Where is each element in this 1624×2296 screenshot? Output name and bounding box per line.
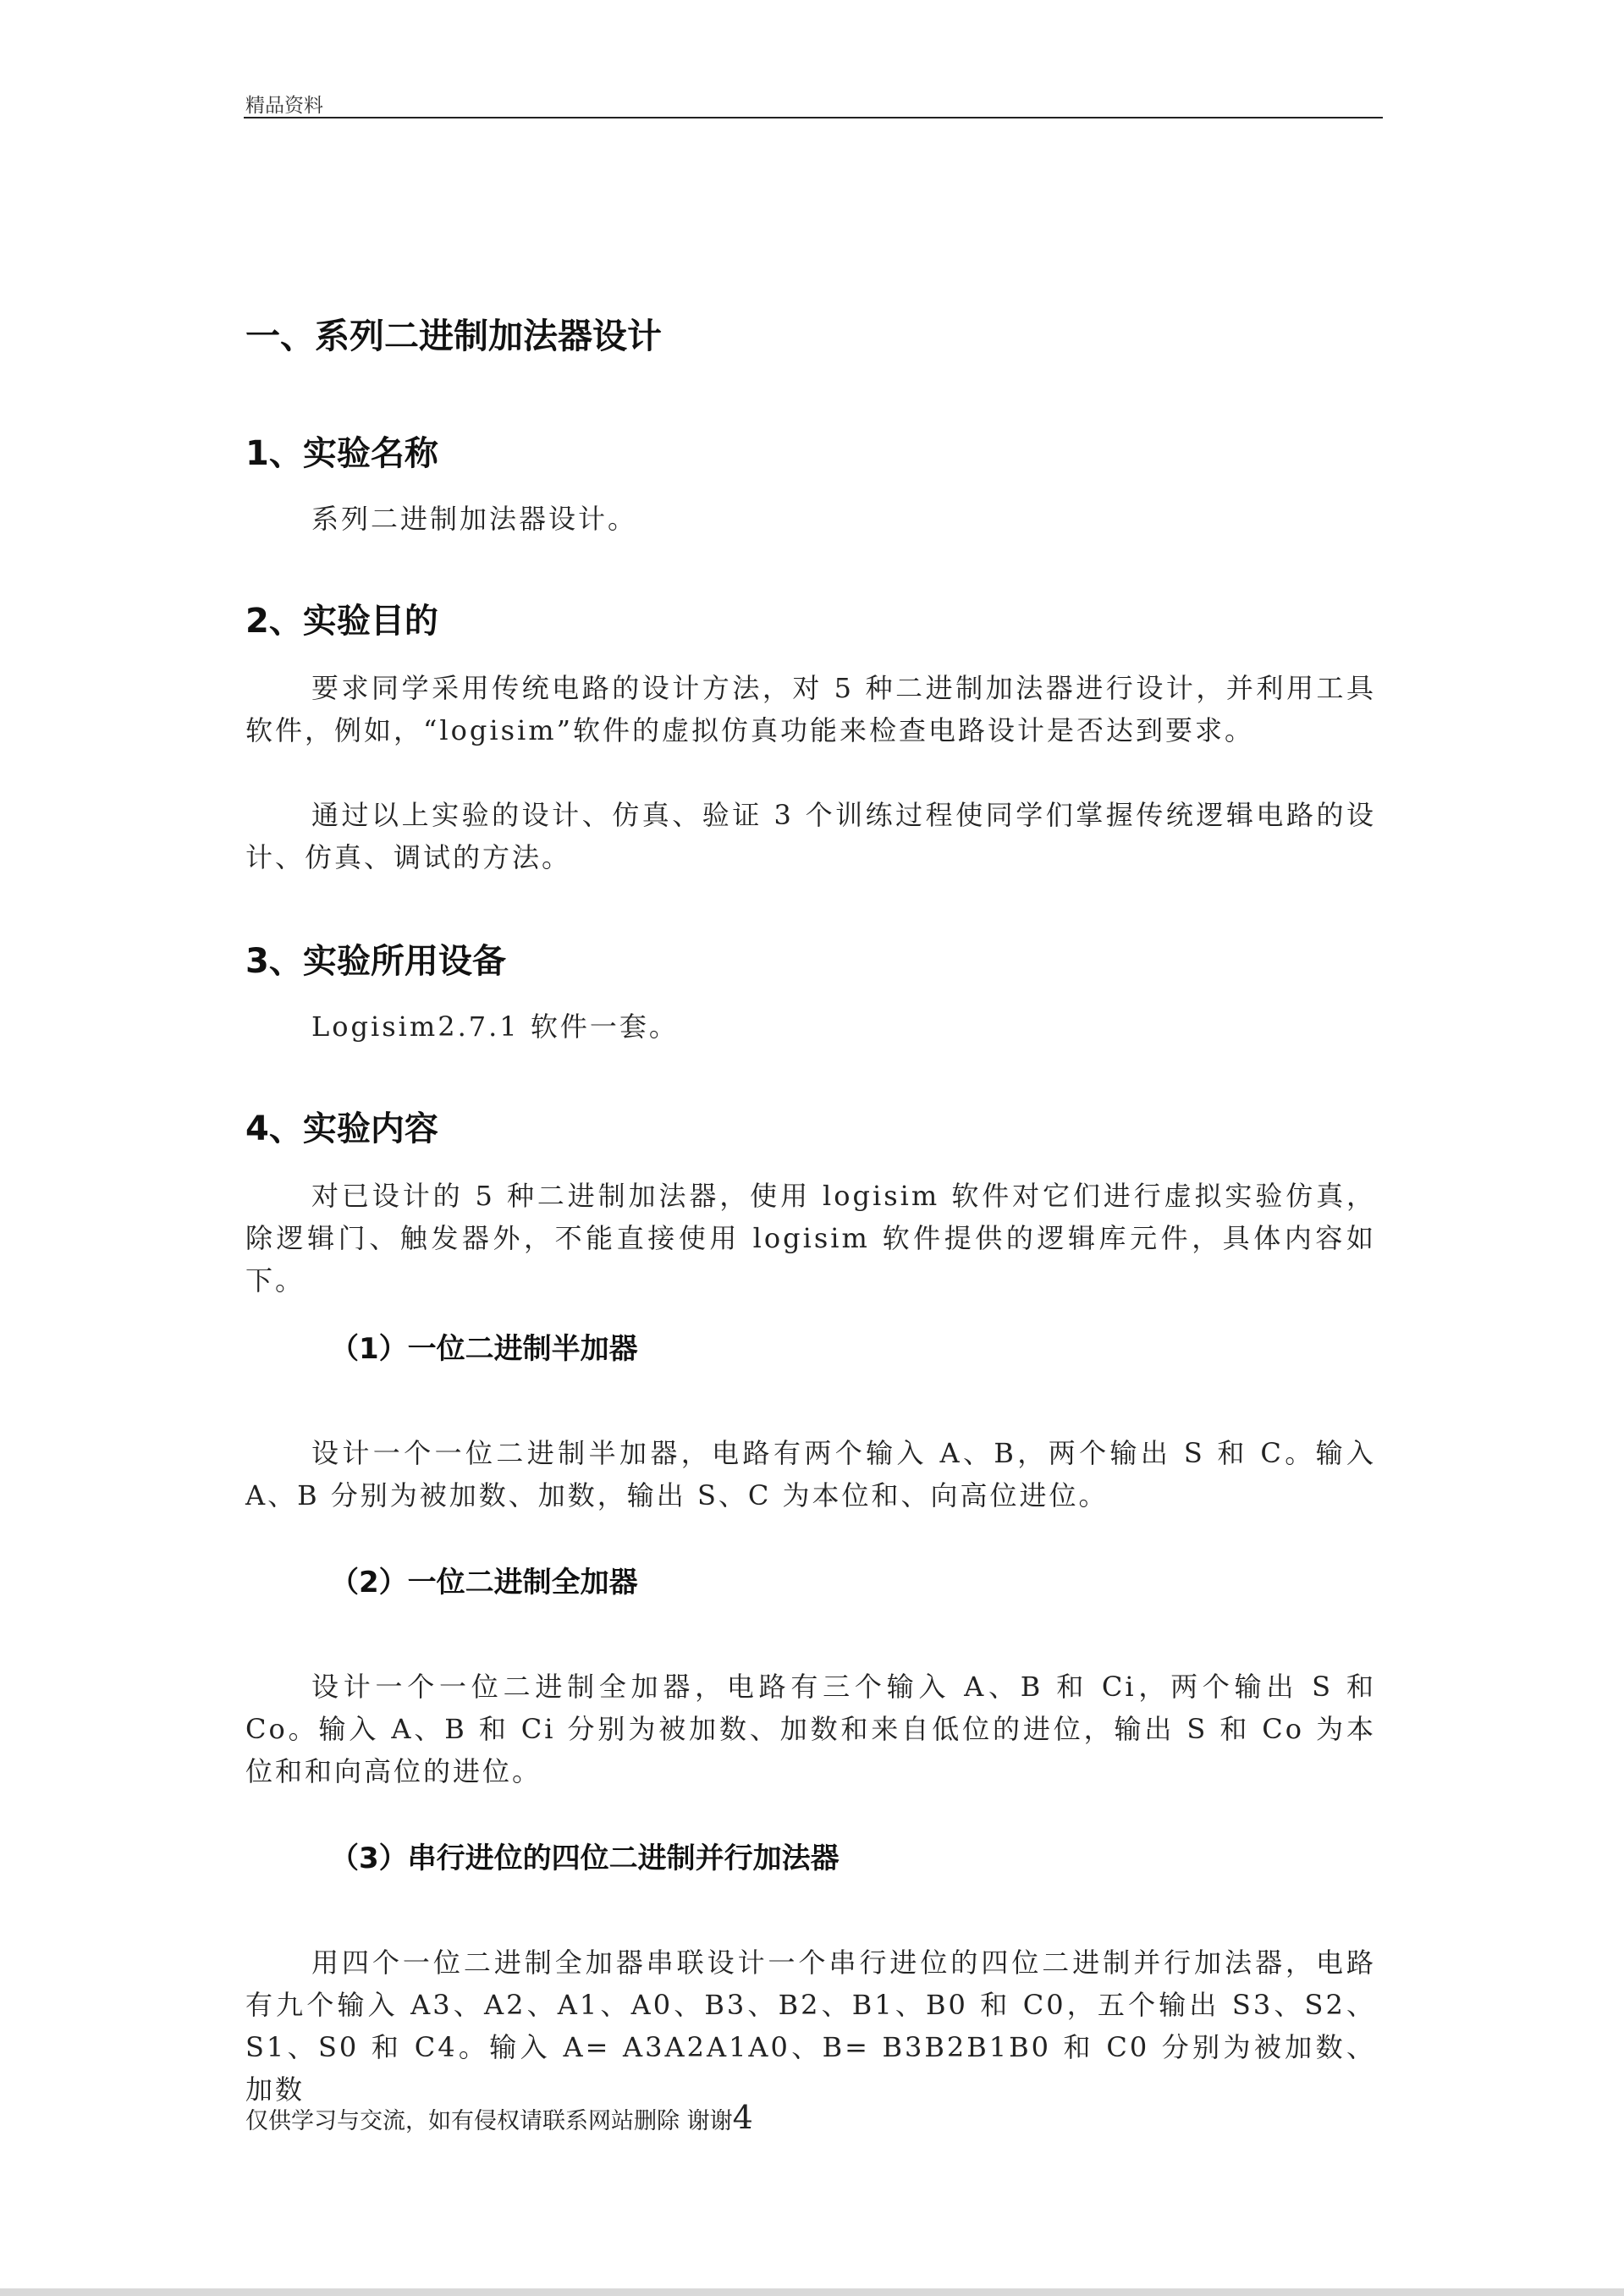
section-2-paragraph-2: 通过以上实验的设计、仿真、验证 3 个训练过程使同学们掌握传统逻辑电路的设计、仿真、调试的方法。: [245, 799, 1376, 873]
document-title: 一、系列二进制加法器设计: [245, 316, 662, 356]
header-label: 精品资料: [245, 95, 323, 117]
footer: [245, 2099, 753, 2136]
subsection-heading-1: （1）一位二进制半加器: [330, 1332, 638, 1366]
page-number: 4: [732, 2099, 753, 2136]
section-4-paragraph: 对已设计的 5 种二进制加法器，使用 logisim 软件对它们进行虚拟实验仿真，除逻辑门、触发器外，不能直接使用 logisim 软件提供的逻辑库元件，具体内容如下。: [245, 1180, 1376, 1297]
section-3-paragraph: Logisim2.7.1 软件一套。: [311, 1010, 679, 1043]
subsection-3-paragraph: 用四个一位二进制全加器串联设计一个串行进位的四位二进制并行加法器，电路有九个输入 A3、A2、A1、A0、B3、B2、B1、B0 和 C0，五个输出 S3、S2、S1、S0 和 C4。输入 A= A3A2A1A0、B= B3B2B1B0 和 C0 分别为被加数、加数: [245, 1946, 1376, 2106]
section-heading-2: 2、实验目的: [245, 602, 438, 641]
section-2-paragraph-1: 要求同学采用传统电路的设计方法，对 5 种二进制加法器进行设计，并利用工具软件，例如，“logisim”软件的虚拟仿真功能来检查电路设计是否达到要求。: [245, 672, 1376, 746]
section-heading-3: 3、实验所用设备: [245, 942, 506, 981]
subsection-heading-3: （3）串行进位的四位二进制并行加法器: [330, 1842, 840, 1875]
section-1-paragraph: 系列二进制加法器设计。: [311, 503, 638, 535]
section-heading-4: 4、实验内容: [245, 1109, 438, 1148]
subsection-heading-2: （2）一位二进制全加器: [330, 1566, 638, 1599]
page-bottom-edge: [0, 2288, 1624, 2296]
section-heading-1: 1、实验名称: [245, 434, 438, 473]
footer-disclaimer: 仅供学习与交流，如有侵权请联系网站删除 谢谢: [245, 2108, 733, 2134]
subsection-2-paragraph: 设计一个一位二进制全加器，电路有三个输入 A、B 和 Ci，两个输出 S 和 Co。输入 A、B 和 Ci 分别为被加数、加数和来自低位的进位，输出 S 和 Co 为本位和和向高位的进位。: [245, 1671, 1376, 1787]
header-divider: [244, 117, 1383, 118]
subsection-1-paragraph: 设计一个一位二进制半加器，电路有两个输入 A、B，两个输出 S 和 C。输入 A、B 分别为被加数、加数，输出 S、C 为本位和、向高位进位。: [245, 1437, 1376, 1511]
